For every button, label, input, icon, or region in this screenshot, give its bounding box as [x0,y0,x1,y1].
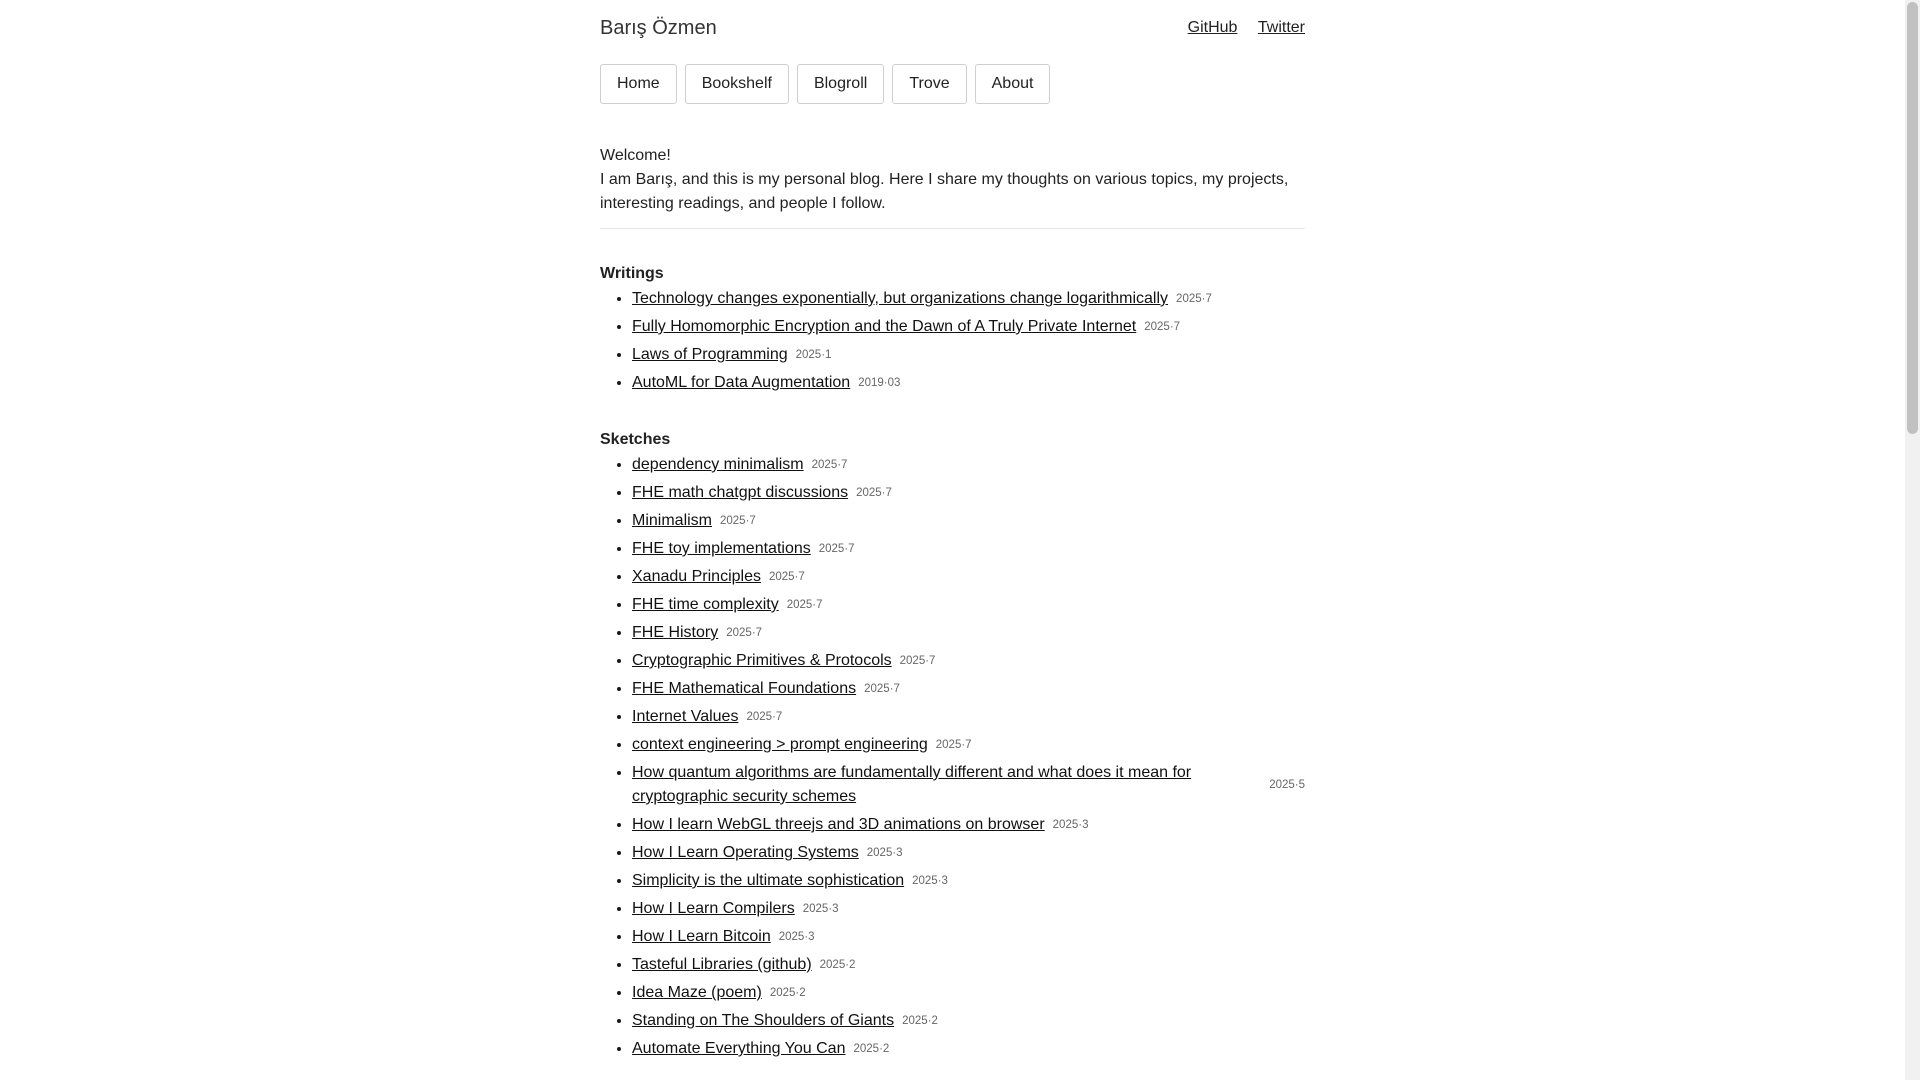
sketch-date: 2025·5 [1269,779,1305,791]
sketch-link[interactable]: • Idea Maze (poem) [632,984,762,1001]
post-date: 2019·03 [858,377,901,389]
sketch-date: 2025·2 [853,1043,890,1055]
list-item [632,981,1305,1005]
list-item [632,953,1305,977]
sketch-date: 2025·7 [818,543,855,555]
list-item [632,371,1305,395]
github-link[interactable]: GitHub [1187,19,1238,36]
sketch-date: 2025·2 [902,1015,938,1027]
sketch-date: 2025·7 [726,627,763,639]
site-title[interactable]: Barış Özmen [600,16,717,39]
list-item [632,1037,1305,1061]
sketch-date: 2025·3 [912,875,948,887]
nav-blogroll-button[interactable]: Blogroll [797,64,884,104]
sketch-link[interactable]: • Automate Everything You Can [632,1040,846,1057]
sketch-link[interactable]: • How I Learn Bitcoin [632,928,771,945]
list-item [632,813,1305,837]
writings-heading: Writings [600,265,664,282]
sketch-link[interactable]: • Standing on The Shoulders of Giants [632,1012,895,1029]
nav-bookshelf-button[interactable]: Bookshelf [685,64,789,104]
sketch-date: 2025·7 [811,459,848,471]
sketch-date: 2025·7 [746,711,783,723]
writings-list [600,287,1305,395]
list-item [632,649,1305,673]
list-item [632,761,1305,809]
sketch-link[interactable]: • FHE time complexity [632,596,779,613]
sketch-date: 2025·7 [768,571,805,583]
sketch-link[interactable]: • How quantum algorithms are fundamentally different and what does it mean for cryptographic security schemes [632,764,1192,805]
list-item [632,869,1305,893]
page-container [600,0,1305,1065]
list-item [632,453,1305,477]
external-links [1172,19,1305,37]
list-item [632,897,1305,921]
nav-trove-button[interactable]: Trove [892,64,966,104]
header [600,0,1305,56]
sketch-date: 2025·7 [720,515,756,527]
scrollbar[interactable] [1905,0,1920,1080]
list-item [632,565,1305,589]
sketch-link[interactable]: • FHE toy implementations [632,540,811,557]
main-nav [600,64,1305,104]
sketch-link[interactable]: • context engineering > prompt engineering [632,736,928,753]
list-item [632,925,1305,949]
sketch-link[interactable]: • How I Learn Operating Systems [632,844,859,861]
sketch-date: 2025·7 [786,599,823,611]
sketch-link[interactable]: • FHE math chatgpt discussions [632,484,849,501]
sketch-link[interactable]: • FHE History [632,624,719,641]
sketch-date: 2025·3 [866,847,903,859]
sketch-link[interactable]: • Minimalism [632,512,712,529]
sketch-link[interactable]: • How I learn WebGL threejs and 3D animations on browser [632,816,1045,833]
post-link[interactable]: • Technology changes exponentially, but organizations change logarithmically [632,290,1169,307]
sketch-date: 2025·3 [802,903,839,915]
post-date: 2025·1 [795,349,832,361]
writings-section [600,265,1305,395]
sketch-link[interactable]: • Internet Values [632,708,739,725]
sketches-section [600,431,1305,1061]
list-item [632,481,1305,505]
sketch-date: 2025·7 [899,655,936,667]
sketches-list [600,453,1305,1061]
sketch-date: 2025·7 [856,487,892,499]
list-item [632,509,1305,533]
intro-greeting: Welcome! [600,147,671,164]
sketch-date: 2025·7 [935,739,972,751]
intro-text: I am Barış, and this is my personal blog. Here I share my thoughts on various topics, my projects, interesting readings, and people I follow. [600,171,1289,212]
list-item [632,537,1305,561]
post-link[interactable]: • AutoML for Data Augmentation [632,374,851,391]
sketch-link[interactable]: • Xanadu Principles [632,568,761,585]
post-link[interactable]: • Laws of Programming [632,346,788,363]
sketch-date: 2025·2 [769,987,806,999]
sketch-link[interactable]: • How I Learn Compilers [632,900,795,917]
list-item [632,841,1305,865]
post-link[interactable]: • Fully Homomorphic Encryption and the Dawn of A Truly Private Internet [632,318,1137,335]
list-item [632,677,1305,701]
sketch-link[interactable]: • Tasteful Libraries (github) [632,956,812,973]
sketch-link[interactable]: • FHE Mathematical Foundations [632,680,857,697]
sketch-date: 2025·3 [778,931,815,943]
list-item [632,343,1305,367]
post-date: 2025·7 [1176,293,1212,305]
sketch-date: 2025·2 [819,959,856,971]
sketch-link[interactable]: • Cryptographic Primitives & Protocols [632,652,892,669]
list-item [632,1009,1305,1033]
sketch-link[interactable]: • dependency minimalism [632,456,804,473]
sketches-heading: Sketches [600,431,671,448]
post-date: 2025·7 [1144,321,1181,333]
list-item [632,315,1305,339]
scrollbar-thumb[interactable] [1907,2,1918,434]
nav-about-button[interactable]: About [975,64,1051,104]
sketch-link[interactable]: • Simplicity is the ultimate sophistication [632,872,905,889]
twitter-link[interactable]: Twitter [1257,19,1305,36]
sketch-date: 2025·7 [864,683,900,695]
nav-home-button[interactable]: Home [600,64,677,104]
intro [600,144,1305,229]
list-item [632,287,1305,311]
list-item [632,733,1305,757]
list-item [632,705,1305,729]
list-item [632,621,1305,645]
list-item [632,593,1305,617]
sketch-date: 2025·3 [1052,819,1089,831]
